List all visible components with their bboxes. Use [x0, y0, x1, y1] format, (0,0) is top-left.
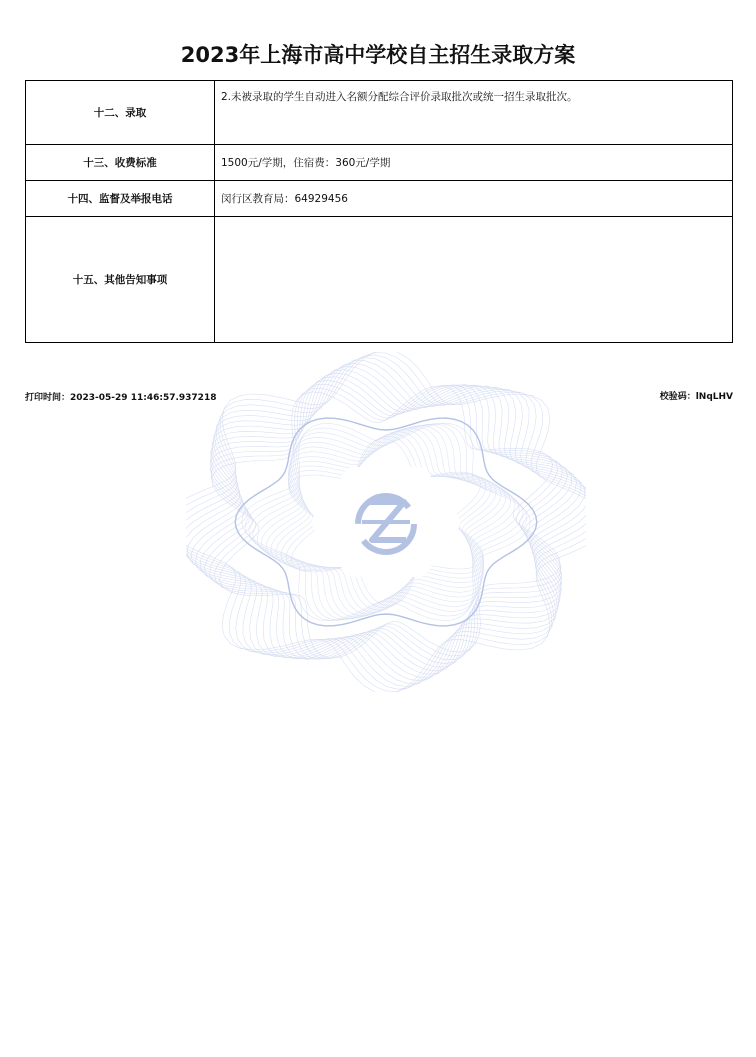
table-row — [26, 217, 733, 343]
row-value-admission: 2.未被录取的学生自动进入名额分配综合评价录取批次或统一招生录取批次。 — [215, 81, 733, 145]
seal-watermark-icon — [186, 352, 586, 692]
row-label-supervision: 十四、监督及举报电话 — [26, 181, 215, 217]
row-label-other-notices: 十五、其他告知事项 — [26, 217, 215, 343]
table-row — [26, 181, 733, 217]
row-value-supervision: 闵行区教育局：64929456 — [215, 181, 733, 217]
table-row — [26, 81, 733, 145]
row-value-fees: 1500元/学期，住宿费：360元/学期 — [215, 145, 733, 181]
page-title: 2023年上海市高中学校自主招生录取方案 — [180, 43, 576, 67]
table-row — [26, 145, 733, 181]
admission-plan-table — [25, 80, 733, 343]
row-value-other-notices — [215, 217, 733, 343]
print-time: 打印时间：2023-05-29 11:46:57.937218 — [25, 393, 217, 403]
check-code: 校验码：lNqLHV — [659, 392, 733, 402]
row-label-fees: 十三、收费标准 — [26, 145, 215, 181]
row-label-admission: 十二、录取 — [26, 81, 215, 145]
